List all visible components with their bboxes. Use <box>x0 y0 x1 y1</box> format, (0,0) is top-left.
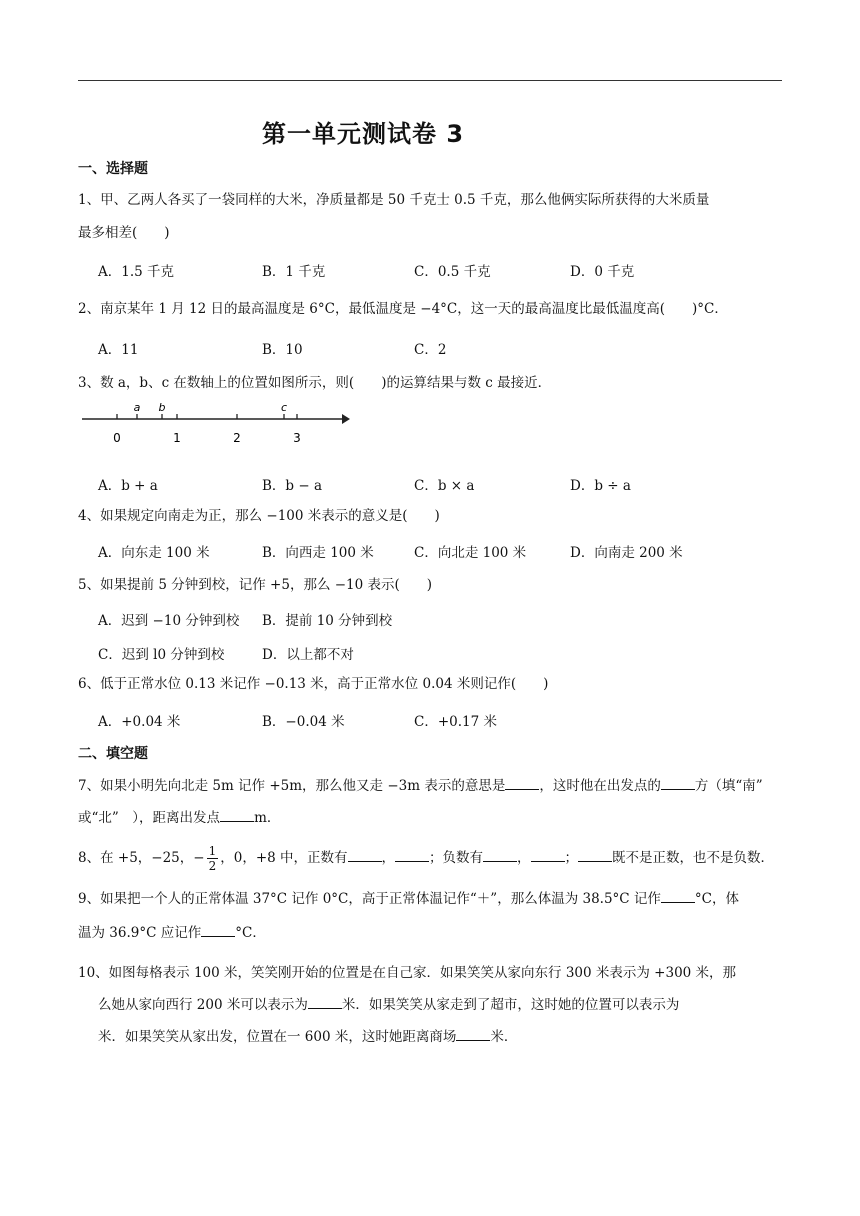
q10-blank-1[interactable] <box>308 994 342 1009</box>
q4-option-b: B．向西走 100 米 <box>262 545 374 561</box>
q8-text-e: ， <box>517 850 531 866</box>
q10-text-a: 么她从家向西行 200 米可以表示为 <box>98 997 308 1013</box>
q3-option-d: D．b ÷ a <box>570 478 631 494</box>
q8-fraction-numerator: 1 <box>208 844 217 858</box>
question-4: 4、如果规定向南走为正，那么 −100 米表示的意义是( ) <box>78 508 440 524</box>
q10-text-c: 米．如果笑笑从家出发，位置在一 600 米，这时她距离商场 <box>98 1029 457 1045</box>
q4-option-a: A．向东走 100 米 <box>98 545 210 561</box>
header-rule <box>78 80 782 81</box>
q2-option-b: B．10 <box>262 342 303 358</box>
q5-option-a: A．迟到 −10 分钟到校 <box>98 613 240 629</box>
question-2: 2、南京某年 1 月 12 日的最高温度是 6°C，最低温度是 −4°C，这一天的最高温度比最低温度高( )°C． <box>78 301 728 317</box>
section-heading-choice: 一、选择题 <box>78 161 148 177</box>
q7-blank-3[interactable] <box>220 807 254 822</box>
q9-blank-2[interactable] <box>201 922 235 937</box>
q6-option-c: C．+0.17 米 <box>414 714 497 730</box>
q3-option-b: B．b − a <box>262 478 323 494</box>
q2-option-c: C．2 <box>414 342 447 358</box>
q10-blank-2[interactable] <box>456 1026 490 1041</box>
q7-blank-1[interactable] <box>505 775 539 790</box>
q8-fraction-denominator: 2 <box>208 859 217 873</box>
page-title: 第一单元测试卷 3 <box>262 120 465 148</box>
question-9-line-1 <box>78 884 784 914</box>
q5-option-d: D．以上都不对 <box>262 647 354 663</box>
question-7-line-1 <box>78 771 784 801</box>
axis-label-1: 1 <box>173 431 181 445</box>
q8-text-a: 8、在 +5，−25，− <box>78 850 205 866</box>
question-8 <box>78 843 784 873</box>
axis-label-3: 3 <box>293 431 301 445</box>
question-7-line-2 <box>78 803 784 833</box>
q6-option-b: B．−0.04 米 <box>262 714 345 730</box>
q3-option-a: A．b + a <box>98 478 158 494</box>
q8-blank-4[interactable] <box>531 847 565 862</box>
q2-option-a: A．11 <box>98 342 139 358</box>
point-b-label: b <box>158 401 166 414</box>
q8-fraction <box>207 844 219 873</box>
q4-option-c: C．向北走 100 米 <box>414 545 527 561</box>
q4-option-d: D．向南走 200 米 <box>570 545 683 561</box>
q7-text-c: 方（填“南” <box>694 778 763 794</box>
q9-blank-1[interactable] <box>661 888 695 903</box>
q1-option-b: B．1 千克 <box>262 264 326 280</box>
q8-blank-2[interactable] <box>395 847 429 862</box>
q1-option-a: A．1.5 千克 <box>98 264 175 280</box>
q9-text-d: °C． <box>235 925 266 941</box>
q6-option-a: A．+0.04 米 <box>98 714 181 730</box>
question-1-line-1: 1、甲、乙两人各买了一袋同样的大米，净质量都是 50 千克士 0.5 千克，那么他俩实际所获得的大米质量 <box>78 192 710 208</box>
q8-blank-5[interactable] <box>578 847 612 862</box>
q1-option-c: C．0.5 千克 <box>414 264 491 280</box>
point-c-label: c <box>280 401 288 414</box>
q8-text-d: ；负数有 <box>429 850 484 866</box>
q9-text-b: °C，体 <box>694 891 740 907</box>
question-6: 6、低于正常水位 0.13 米记作 −0.13 米，高于正常水位 0.04 米则记作( ) <box>78 676 549 692</box>
q7-text-b: ，这时他在出发点的 <box>539 778 661 794</box>
q7-text-d: 或“北” ），距离出发点 <box>78 810 221 826</box>
q9-text-c: 温为 36.9°C 应记作 <box>78 925 202 941</box>
question-5: 5、如果提前 5 分钟到校，记作 +5，那么 −10 表示( ) <box>78 577 433 593</box>
number-line-arrow <box>342 414 350 424</box>
q7-text-a: 7、如果小明先向北走 5m 记作 +5m，那么他又走 −3m 表示的意思是 <box>78 778 506 794</box>
q8-blank-1[interactable] <box>348 847 382 862</box>
question-10-line-2 <box>98 990 784 1020</box>
q8-text-g: 既不是正数，也不是负数． <box>612 850 775 866</box>
q8-text-b: ，0，+8 中，正数有 <box>220 850 348 866</box>
question-9-line-2 <box>78 918 784 948</box>
q10-text-d: 米． <box>490 1029 518 1045</box>
axis-label-2: 2 <box>233 431 241 445</box>
q8-text-c: ， <box>381 850 396 866</box>
section-heading-fill: 二、填空题 <box>78 746 148 762</box>
q1-option-d: D．0 千克 <box>570 264 635 280</box>
axis-label-0: 0 <box>113 431 121 445</box>
question-1-line-2: 最多相差( ) <box>78 225 170 241</box>
q3-option-c: C．b × a <box>414 478 475 494</box>
q5-option-b: B．提前 10 分钟到校 <box>262 613 393 629</box>
q7-blank-2[interactable] <box>661 775 695 790</box>
q8-blank-3[interactable] <box>483 847 517 862</box>
q9-text-a: 9、如果把一个人的正常体温 37°C 记作 0°C，高于正常体温记作“＋”，那么体温为 38.5°C 记作 <box>78 891 661 907</box>
point-a-label: a <box>133 401 141 414</box>
q5-option-c: C．迟到 l0 分钟到校 <box>98 647 225 663</box>
question-10-line-3 <box>98 1022 784 1052</box>
q10-text-b: 米．如果笑笑从家走到了超市，这时她的位置可以表示为 <box>341 997 680 1013</box>
question-10-line-1: 10、如图每格表示 100 米，笑笑刚开始的位置是在自己家．如果笑笑从家向东行 300 米表示为 +300 米，那 <box>78 965 737 981</box>
q7-text-e: m． <box>254 810 281 826</box>
number-line-figure <box>80 398 350 450</box>
question-3: 3、数 a，b、c 在数轴上的位置如图所示，则( )的运算结果与数 c 最接近． <box>78 375 552 391</box>
q8-text-f: ； <box>564 850 579 866</box>
